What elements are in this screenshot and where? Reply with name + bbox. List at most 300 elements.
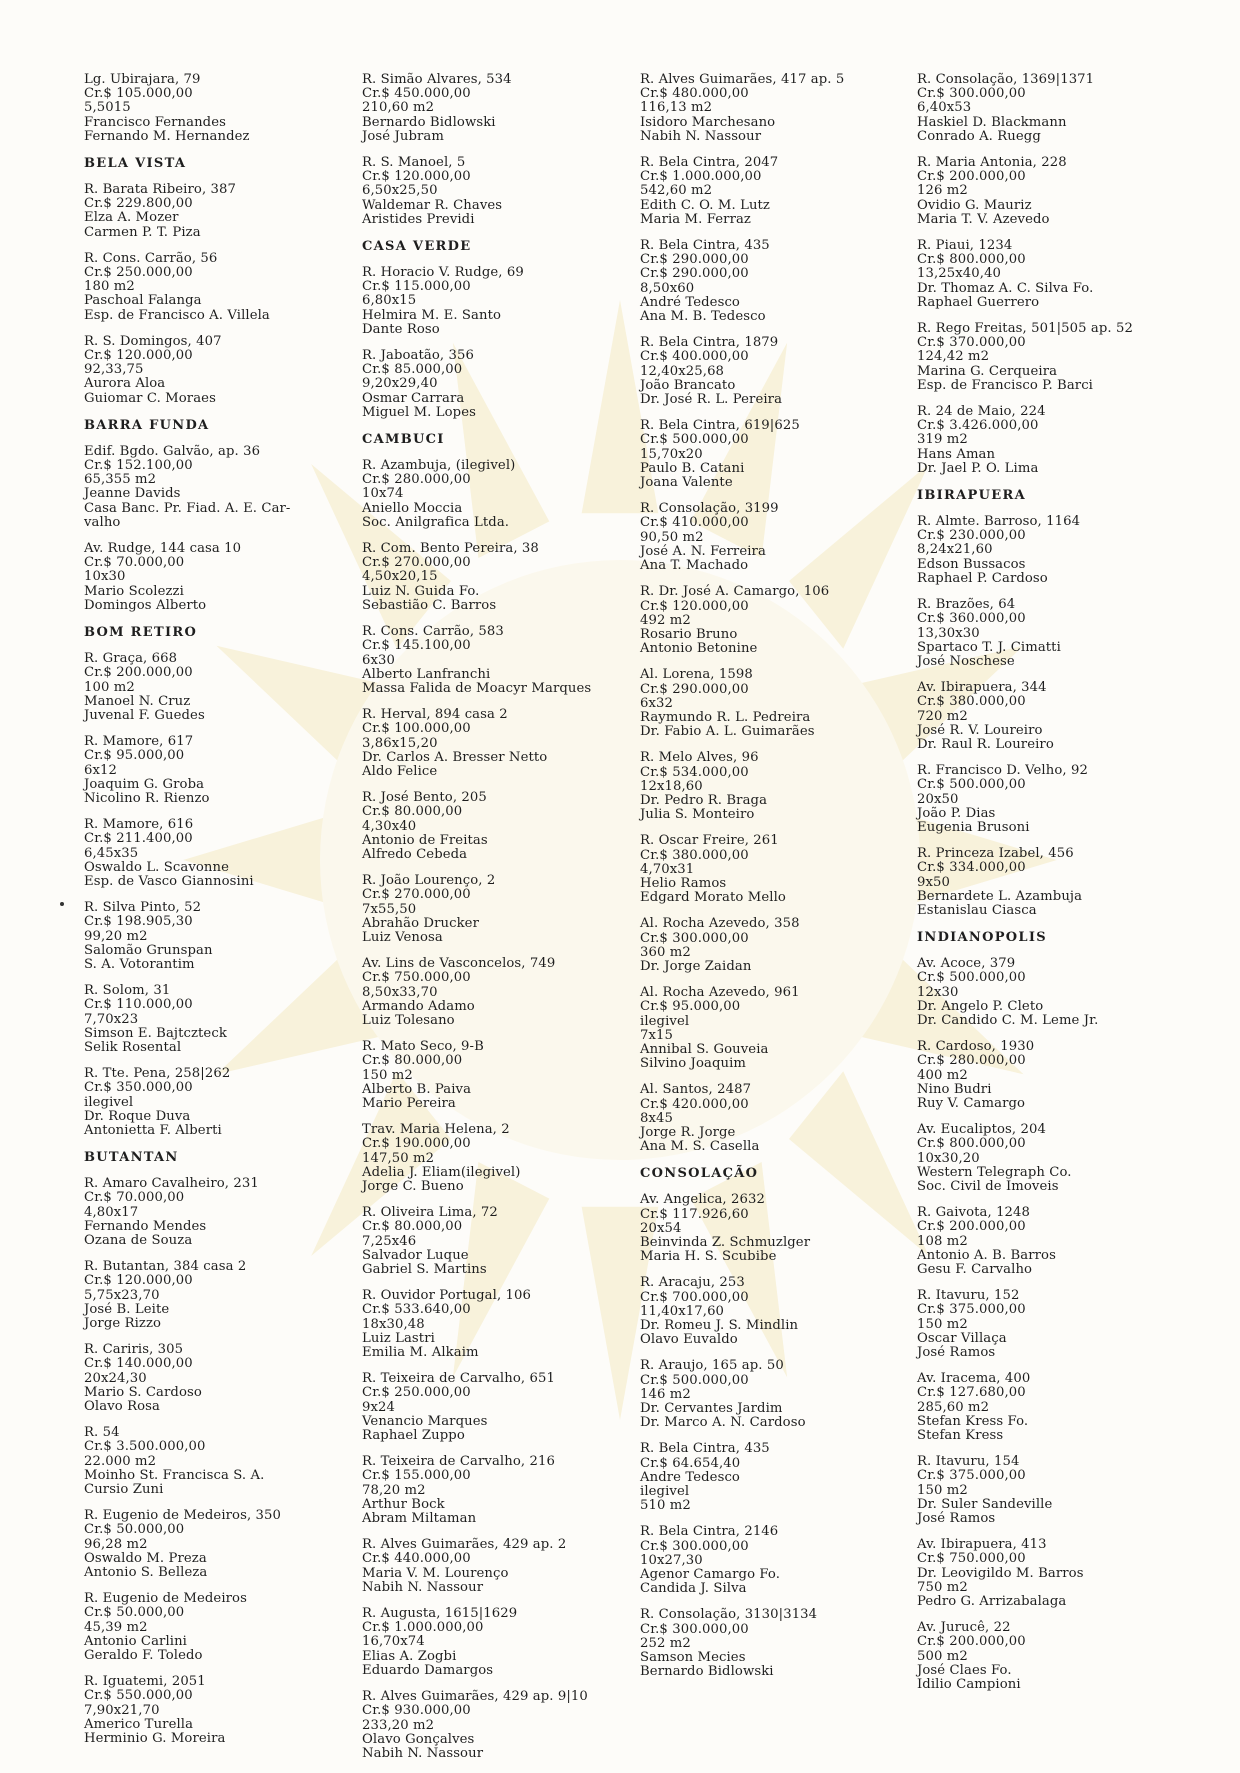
property-detail: 6,40x53 (917, 100, 972, 116)
property-price: Cr.$ 375.000,00 (917, 1302, 1026, 1318)
property-price: Cr.$ 50.000,00 (84, 1605, 185, 1621)
property-price: Cr.$ 70.000,00 (84, 1190, 185, 1206)
property-detail: Jorge R. Jorge (640, 1125, 736, 1140)
property-detail: Dr. José R. L. Pereira (640, 392, 783, 408)
property-detail: 11,40x17,60 (640, 1303, 725, 1319)
property-price: Cr.$ 270.000,00 (362, 555, 471, 571)
property-address: R. Solom, 31 (84, 983, 171, 999)
property-entry (917, 156, 1179, 227)
property-address: R. S. Manoel, 5 (362, 155, 466, 171)
property-detail: 7,90x21,70 (84, 1702, 160, 1718)
property-detail: 147,50 m2 (362, 1150, 435, 1166)
property-detail: 400 m2 (917, 1067, 968, 1083)
property-address: R. Brazões, 64 (917, 597, 1016, 613)
property-price: Cr.$ 120.000,00 (362, 169, 471, 185)
property-detail: 9,20x29,40 (362, 376, 438, 392)
property-detail: Luiz N. Guida Fo. (362, 583, 480, 599)
property-price: Cr.$ 400.000,00 (640, 349, 749, 365)
property-detail: Alfredo Cebeda (362, 846, 468, 862)
property-entry (640, 419, 902, 490)
property-detail: Isidoro Marchesano (640, 114, 776, 130)
column-3 (640, 73, 902, 1692)
property-detail: 180 m2 (84, 279, 135, 295)
property-price: Cr.$ 480.000,00 (640, 86, 749, 102)
property-address: R. Alves Guimarães, 429 ap. 9|10 (362, 1689, 588, 1705)
property-entry (917, 957, 1179, 1028)
property-address: R. Amaro Cavalheiro, 231 (84, 1176, 259, 1192)
property-address: R. Eugenio de Medeiros, 350 (84, 1508, 281, 1524)
property-detail: Dr. Pedro R. Braga (640, 792, 768, 808)
property-address: R. Augusta, 1615|1629 (362, 1606, 518, 1622)
property-address: R. Araujo, 165 ap. 50 (640, 1358, 784, 1374)
property-entry (84, 542, 346, 613)
property-detail: Annibal S. Gouveia (640, 1041, 769, 1057)
property-detail: Dr. Angelo P. Cleto (917, 998, 1044, 1014)
property-price: Cr.$ 80.000,00 (362, 804, 463, 820)
district-heading: BOM RETIRO (84, 625, 198, 641)
property-detail: Herminio G. Moreira (84, 1731, 226, 1747)
property-detail: José Jubram (362, 128, 444, 144)
property-address: R. Alves Guimarães, 429 ap. 2 (362, 1537, 567, 1553)
property-detail: Stefan Kress (917, 1428, 1004, 1444)
property-detail: Dr. Romeu J. S. Mindlin (640, 1318, 799, 1334)
property-detail: 285,60 m2 (917, 1399, 990, 1415)
property-entry (362, 542, 624, 613)
property-detail: Luiz Venosa (362, 929, 443, 945)
property-detail: Americo Turella (84, 1716, 194, 1732)
property-detail: Moinho St. Francisca S. A. (84, 1467, 265, 1483)
property-detail: Guiomar C. Moraes (84, 390, 216, 406)
property-address: Av. Ibirapuera, 344 (917, 680, 1047, 696)
property-detail: 150 m2 (917, 1482, 968, 1498)
property-detail: José A. N. Ferreira (640, 543, 766, 559)
property-price: Cr.$ 450.000,00 (362, 86, 471, 102)
property-detail: Adelia J. Eliam(ilegivel) (362, 1164, 521, 1180)
property-detail: 750 m2 (917, 1579, 968, 1595)
property-detail: Simson E. Bajtczteck (84, 1025, 227, 1041)
property-entry (362, 708, 624, 779)
property-price: Cr.$ 440.000,00 (362, 1551, 471, 1567)
property-detail: Geraldo F. Toledo (84, 1648, 203, 1664)
property-detail: Oswaldo L. Scavonne (84, 859, 230, 875)
property-entry (84, 652, 346, 723)
property-price: Cr.$ 370.000,00 (917, 335, 1026, 351)
property-detail: 12,40x25,68 (640, 363, 725, 379)
property-address: R. Rego Freitas, 501|505 ap. 52 (917, 321, 1133, 337)
property-detail: S. A. Votorantim (84, 956, 195, 972)
property-address: R. Teixeira de Carvalho, 651 (362, 1371, 555, 1387)
property-detail: 6x30 (362, 652, 396, 668)
property-detail: Domingos Alberto (84, 597, 207, 613)
margin-dot (60, 902, 64, 906)
property-detail: José Claes Fo. (917, 1662, 1012, 1678)
property-detail: 4,50x20,15 (362, 569, 438, 585)
property-detail: Francisco Fernandes (84, 114, 226, 130)
property-detail: Aniello Moccia (362, 500, 463, 516)
property-detail: 7,70x23 (84, 1011, 139, 1027)
property-detail: André Tedesco (640, 294, 740, 310)
property-detail: 4,30x40 (362, 818, 417, 834)
property-detail: 13,30x30 (917, 625, 980, 641)
property-detail: José Ramos (917, 1511, 996, 1527)
property-detail: Dr. Fabio A. L. Guimarães (640, 724, 815, 740)
property-price: Cr.$ 229.800,00 (84, 196, 193, 212)
property-detail: Ana M. B. Tedesco (640, 309, 766, 325)
property-entry (917, 1040, 1179, 1111)
property-detail: 12x18,60 (640, 778, 703, 794)
property-detail: Selik Rosental (84, 1039, 182, 1055)
property-detail: Eugenia Brusoni (917, 819, 1030, 835)
property-address: R. Iguatemi, 2051 (84, 1674, 206, 1690)
property-entry (640, 239, 902, 324)
property-entry (362, 791, 624, 862)
property-entry (640, 585, 902, 656)
property-detail: 10x30,20 (917, 1150, 980, 1166)
property-entry (362, 1607, 624, 1678)
property-address: R. Aracaju, 253 (640, 1275, 745, 1291)
property-detail: Jorge Rizzo (84, 1316, 162, 1332)
property-detail: 5,5015 (84, 100, 131, 116)
property-detail: Western Telegraph Co. (917, 1164, 1072, 1180)
property-entry (917, 598, 1179, 669)
property-entry (84, 1260, 346, 1331)
property-price: Cr.$ 334.000,00 (917, 860, 1026, 876)
property-detail: Dante Roso (362, 321, 440, 337)
property-detail: Rosario Bruno (640, 626, 738, 642)
property-detail: 210,60 m2 (362, 100, 435, 116)
property-detail: Oswaldo M. Preza (84, 1550, 207, 1566)
property-entry (362, 156, 624, 227)
property-address: R. Butantan, 384 casa 2 (84, 1259, 247, 1275)
property-detail: 13,25x40,40 (917, 266, 1002, 282)
property-entry (362, 1372, 624, 1443)
property-price: Cr.$ 280.000,00 (917, 1053, 1026, 1069)
property-entry (362, 459, 624, 530)
property-entry (362, 625, 624, 696)
property-detail: Salvador Luque (362, 1247, 469, 1263)
property-detail: Estanislau Ciasca (917, 902, 1037, 918)
property-detail: Esp. de Francisco A. Villela (84, 307, 270, 323)
property-price: Cr.$ 200.000,00 (917, 1634, 1026, 1650)
property-detail: Maria H. S. Scubibe (640, 1249, 777, 1265)
property-detail: Abram Miltaman (362, 1511, 477, 1527)
property-detail: Olavo Rosa (84, 1399, 160, 1415)
property-detail: ilegivel (84, 1094, 134, 1110)
property-address: Av. Angelica, 2632 (640, 1192, 765, 1208)
property-detail: 116,13 m2 (640, 100, 713, 116)
property-detail: Maria T. V. Azevedo (917, 211, 1050, 227)
property-detail: Idilio Campioni (917, 1677, 1021, 1693)
property-detail: Julia S. Monteiro (640, 807, 755, 823)
property-detail: Dr. Cervantes Jardim (640, 1401, 783, 1417)
property-entry (917, 515, 1179, 586)
property-entry (84, 818, 346, 889)
property-detail: Paschoal Falanga (84, 293, 202, 309)
property-entry (362, 1289, 624, 1360)
property-detail: Aristides Previdi (362, 211, 475, 227)
property-detail: 100 m2 (84, 679, 135, 695)
property-price: Cr.$ 190.000,00 (362, 1136, 471, 1152)
column-4 (917, 73, 1179, 1704)
property-price: Cr.$ 85.000,00 (362, 362, 463, 378)
property-price: Cr.$ 95.000,00 (84, 748, 185, 764)
property-detail: 45,39 m2 (84, 1619, 148, 1635)
property-price: Cr.$ 200.000,00 (84, 665, 193, 681)
property-entry (640, 156, 902, 227)
property-price: Cr.$ 198.905,30 (84, 914, 193, 930)
property-detail: Ana M. S. Casella (640, 1139, 760, 1155)
property-price: Cr.$ 250.000,00 (362, 1385, 471, 1401)
property-detail: Carmen P. T. Piza (84, 224, 201, 240)
property-address: R. Itavuru, 152 (917, 1288, 1020, 1304)
property-address: Av. Iracema, 400 (917, 1371, 1031, 1387)
property-entry (362, 1455, 624, 1526)
property-entry (640, 986, 902, 1071)
property-detail: Beinvinda Z. Schmuzlger (640, 1235, 811, 1251)
property-detail: Alberto Lanfranchi (362, 666, 491, 682)
property-address: R. Consolação, 3199 (640, 501, 779, 517)
property-detail: 510 m2 (640, 1498, 691, 1514)
property-detail: Alberto B. Paiva (362, 1081, 472, 1097)
property-detail: Dr. Candido C. M. Leme Jr. (917, 1012, 1099, 1028)
property-detail: Spartaco T. J. Cimatti (917, 639, 1061, 655)
property-detail: Dr. Suler Sandeville (917, 1496, 1053, 1512)
property-detail: 6x32 (640, 695, 674, 711)
property-detail: valho (84, 514, 121, 530)
property-price: Cr.$ 250.000,00 (84, 265, 193, 281)
property-entry (362, 1538, 624, 1595)
district-heading: CASA VERDE (362, 239, 472, 255)
property-entry (84, 73, 346, 144)
property-detail: Maria V. M. Lourenço (362, 1565, 509, 1581)
property-detail: 7x55,50 (362, 901, 417, 917)
property-detail: Dr. Jael P. O. Lima (917, 460, 1039, 476)
property-detail: Jeanne Davids (84, 486, 181, 502)
property-detail: Conrado A. Ruegg (917, 128, 1041, 144)
property-detail: ilegivel (640, 1484, 690, 1500)
property-detail: 22.000 m2 (84, 1453, 157, 1469)
property-address: R. Mamore, 616 (84, 817, 194, 833)
property-detail: Bernardete L. Azambuja (917, 888, 1083, 904)
property-detail: Raphael P. Cardoso (917, 570, 1048, 586)
property-entry (917, 405, 1179, 476)
property-entry (640, 1442, 902, 1513)
property-detail: Edith C. O. M. Lutz (640, 197, 770, 213)
property-entry (640, 917, 902, 974)
property-price: Cr.$ 280.000,00 (362, 472, 471, 488)
property-detail: Nabih N. Nassour (362, 1579, 484, 1595)
property-entry (640, 73, 902, 144)
property-detail: 150 m2 (917, 1316, 968, 1332)
property-detail: José Ramos (917, 1345, 996, 1361)
column-1 (84, 73, 346, 1758)
property-detail: Dr. Marco A. N. Cardoso (640, 1415, 806, 1431)
property-entry (917, 322, 1179, 393)
property-price: Cr.$ 70.000,00 (84, 555, 185, 571)
property-detail: Gesu F. Carvalho (917, 1262, 1033, 1278)
property-address: R. Francisco D. Velho, 92 (917, 763, 1088, 779)
property-detail: Salomão Grunspan (84, 942, 213, 958)
property-address: R. S. Domingos, 407 (84, 333, 222, 349)
column-2 (362, 73, 624, 1773)
property-detail: 233,20 m2 (362, 1717, 435, 1733)
property-detail: Olavo Gonçalves (362, 1731, 475, 1747)
property-entry (362, 1123, 624, 1194)
property-entry (917, 239, 1179, 310)
property-price: Cr.$ 350.000,00 (84, 1080, 193, 1096)
property-price: Cr.$ 80.000,00 (362, 1053, 463, 1069)
property-detail: 12x30 (917, 984, 959, 1000)
property-detail: Joaquim G. Groba (84, 776, 205, 792)
property-entry (640, 1608, 902, 1679)
property-price: Cr.$ 500.000,00 (640, 1372, 749, 1388)
property-price: Cr.$ 211.400,00 (84, 831, 193, 847)
property-detail: Esp. de Vasco Giannosini (84, 873, 254, 889)
property-detail: 6x12 (84, 762, 118, 778)
property-detail: ilegivel (640, 1013, 690, 1029)
property-detail: Juvenal F. Guedes (84, 707, 205, 723)
property-detail: Soc. Civil de Imoveis (917, 1179, 1059, 1194)
property-address: R. José Bento, 205 (362, 790, 487, 806)
property-detail: 78,20 m2 (362, 1482, 426, 1498)
property-detail: Hans Aman (917, 446, 996, 462)
property-address: R. Eugenio de Medeiros (84, 1591, 247, 1607)
property-address: R. Piaui, 1234 (917, 238, 1013, 254)
property-entry (84, 1426, 346, 1497)
property-entry (640, 1525, 902, 1596)
property-detail: 7x15 (640, 1027, 674, 1043)
property-entry (84, 1067, 346, 1138)
property-detail: Esp. de Francisco P. Barci (917, 377, 1093, 393)
property-address: R. Tte. Pena, 258|262 (84, 1066, 231, 1082)
property-entry (362, 1206, 624, 1277)
property-entry (362, 73, 624, 144)
property-detail: 65,355 m2 (84, 472, 157, 488)
property-detail: Eduardo Damargos (362, 1662, 494, 1678)
property-address: R. Alves Guimarães, 417 ap. 5 (640, 72, 845, 87)
property-price: Cr.$ 360.000,00 (917, 611, 1026, 627)
property-price: Cr.$ 127.680,00 (917, 1385, 1026, 1401)
property-detail: Ruy V. Camargo (917, 1095, 1026, 1111)
property-detail: 8,24x21,60 (917, 542, 993, 558)
property-detail: Sebastião C. Barros (362, 597, 497, 613)
property-address: R. Cariris, 305 (84, 1342, 184, 1358)
property-address: R. Teixeira de Carvalho, 216 (362, 1454, 555, 1470)
property-detail: Osmar Carrara (362, 390, 465, 406)
property-address: R. Bela Cintra, 435 (640, 238, 770, 254)
property-price: Cr.$ 800.000,00 (917, 252, 1026, 268)
property-detail: 20x50 (917, 791, 959, 807)
property-detail: 4,80x17 (84, 1204, 139, 1220)
property-detail: Aurora Aloa (84, 376, 166, 392)
property-detail: Gabriel S. Martins (362, 1262, 487, 1278)
district-heading: BARRA FUNDA (84, 417, 210, 433)
property-detail: 5,75x23,70 (84, 1287, 160, 1303)
property-detail: Nino Budri (917, 1081, 992, 1097)
property-detail: 10x27,30 (640, 1552, 703, 1568)
property-price: Cr.$ 145.100,00 (362, 638, 471, 654)
property-detail: Venancio Marques (362, 1413, 488, 1429)
property-address: R. Herval, 894 casa 2 (362, 707, 508, 723)
property-price: Cr.$ 3.500.000,00 (84, 1439, 206, 1455)
property-detail: Bernardo Bidlowski (362, 114, 496, 130)
property-price: Cr.$ 930.000,00 (362, 1703, 471, 1719)
property-detail: 6,50x25,50 (362, 183, 438, 199)
property-address: R. Cons. Carrão, 583 (362, 624, 504, 640)
property-detail: Fernando M. Hernandez (84, 128, 250, 144)
property-detail: 252 m2 (640, 1635, 691, 1651)
property-detail: Dr. Roque Duva (84, 1108, 191, 1124)
property-detail: Pedro G. Arrizabalaga (917, 1594, 1067, 1610)
property-detail: Dr. Carlos A. Bresser Netto (362, 749, 548, 765)
property-detail: Nabih N. Nassour (640, 128, 762, 144)
property-entry (84, 1177, 346, 1248)
property-detail: Luiz Tolesano (362, 1012, 455, 1028)
property-detail: 16,70x74 (362, 1634, 425, 1650)
property-price: Cr.$ 500.000,00 (640, 432, 749, 448)
property-price: Cr.$ 1.000.000,00 (362, 1620, 484, 1636)
property-address: R. Simão Alvares, 534 (362, 72, 512, 87)
property-detail: Edgard Morato Mello (640, 890, 786, 906)
property-detail: Oscar Villaça (917, 1330, 1007, 1346)
property-price: Cr.$ 300.000,00 (640, 1538, 749, 1554)
property-detail: Bernardo Bidlowski (640, 1664, 774, 1680)
property-detail: 720 m2 (917, 708, 968, 724)
district-heading: CAMBUCI (362, 432, 445, 448)
property-detail: 18x30,48 (362, 1316, 425, 1332)
property-entry (362, 874, 624, 945)
property-price: Cr.$ 300.000,00 (917, 86, 1026, 102)
property-price: Cr.$ 290.000,00 (640, 681, 749, 697)
property-detail: Antonio A. B. Barros (917, 1247, 1056, 1263)
property-detail: Haskiel D. Blackmann (917, 114, 1067, 130)
property-price: Cr.$ 800.000,00 (917, 1136, 1026, 1152)
property-detail: Edson Bussacos (917, 556, 1026, 572)
property-detail: Raphael Zuppo (362, 1428, 465, 1444)
property-entry (362, 1690, 624, 1761)
property-detail: Antonio de Freitas (362, 832, 488, 848)
property-detail: Ozana de Souza (84, 1233, 193, 1248)
property-detail: Maria M. Ferraz (640, 211, 751, 227)
property-price: Cr.$ 270.000,00 (362, 887, 471, 903)
property-price: Cr.$ 80.000,00 (362, 1219, 463, 1235)
property-address: R. Ouvidor Portugal, 106 (362, 1288, 532, 1304)
property-detail: Emilia M. Alkaim (362, 1345, 479, 1361)
property-detail: Andre Tedesco (640, 1469, 740, 1485)
property-address: Al. Rocha Azevedo, 961 (640, 985, 800, 1001)
property-detail: Elza A. Mozer (84, 210, 179, 226)
property-address: R. Bela Cintra, 1879 (640, 335, 779, 351)
property-detail: Jorge C. Bueno (362, 1179, 464, 1194)
property-price: Cr.$ 300.000,00 (640, 930, 749, 946)
property-detail: Candida J. Silva (640, 1581, 747, 1597)
property-price: Cr.$ 700.000,00 (640, 1289, 749, 1305)
property-detail: Abrahão Drucker (362, 915, 479, 931)
district-heading: BUTANTAN (84, 1150, 179, 1166)
property-address: R. Bela Cintra, 2047 (640, 155, 779, 171)
property-entry (917, 73, 1179, 144)
property-address: R. Bela Cintra, 435 (640, 1441, 770, 1457)
property-detail: 20x24,30 (84, 1370, 147, 1386)
property-detail: Dr. Thomaz A. C. Silva Fo. (917, 280, 1094, 296)
property-address: R. Melo Alves, 96 (640, 750, 759, 766)
property-address: Av. Eucaliptos, 204 (917, 1122, 1046, 1138)
property-entry (84, 335, 346, 406)
property-address: R. Oscar Freire, 261 (640, 833, 779, 849)
property-detail: Helmira M. E. Santo (362, 307, 502, 323)
property-entry (917, 1289, 1179, 1360)
property-detail: 8,50x60 (640, 280, 695, 296)
